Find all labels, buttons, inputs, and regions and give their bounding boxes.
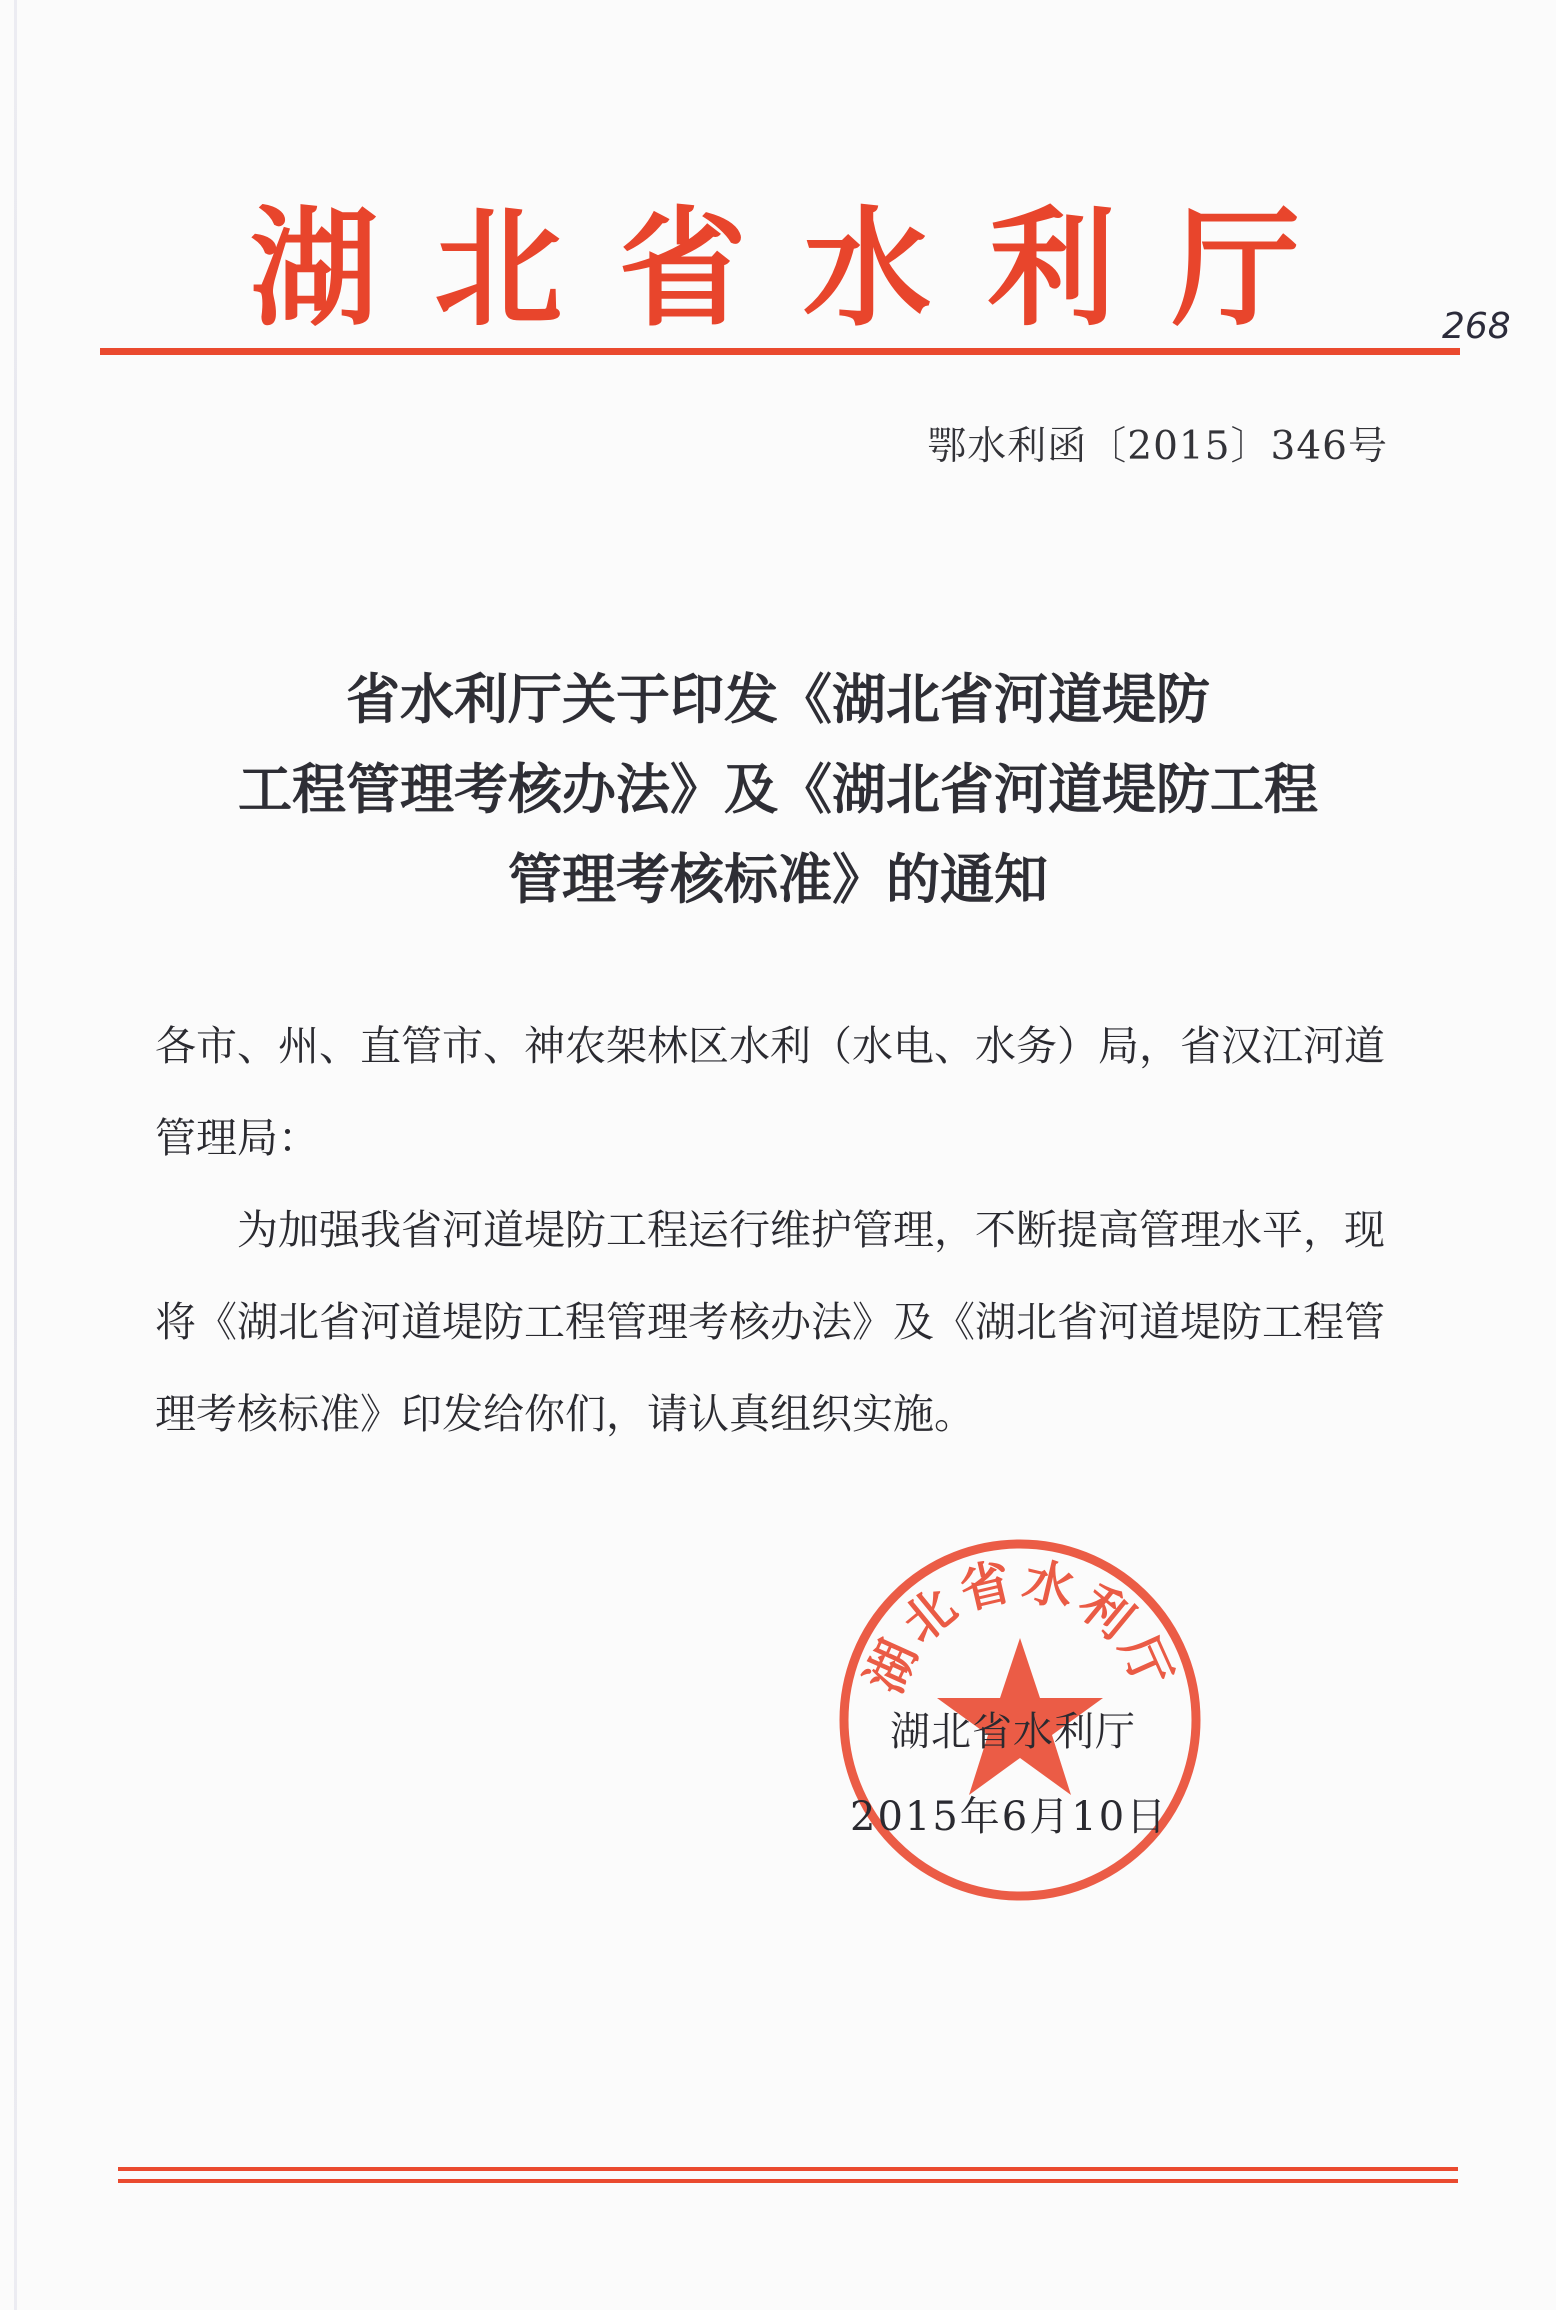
- handwritten-page-number: 268: [1442, 306, 1511, 347]
- addressee: 各市、州、直管市、神农架林区水利（水电、水务）局，省汉江河道管理局：: [155, 1022, 1385, 1162]
- letterhead-char: 厅: [1171, 195, 1300, 344]
- letterhead-char: 北: [434, 195, 563, 344]
- footer-red-rule: [118, 2179, 1458, 2183]
- letterhead-char: 省: [618, 195, 747, 344]
- footer-red-rule: [118, 2167, 1458, 2171]
- letterhead-title: [250, 190, 1300, 350]
- document-number: 鄂水利函〔2015〕346号: [927, 424, 1388, 469]
- seal-text: 湖北省水利厅: [855, 1551, 1185, 1702]
- document-body: [155, 1000, 1385, 1460]
- title-line: 工程管理考核办法》及《湖北省河道堤防工程: [238, 758, 1318, 821]
- title-line: 管理考核标准》的通知: [508, 848, 1048, 911]
- issuer-signature: 湖北省水利厅: [890, 1709, 1136, 1755]
- issue-date: 2015年6月10日: [850, 1794, 1169, 1840]
- letterhead-char: 湖: [250, 195, 379, 344]
- letterhead-red-rule: [100, 348, 1460, 355]
- document-title: [100, 655, 1456, 925]
- letterhead-char: 利: [987, 195, 1116, 344]
- letterhead-char: 水: [803, 195, 932, 344]
- body-paragraph: 为加强我省河道堤防工程运行维护管理，不断提高管理水平，现将《湖北省河道堤防工程管理考核办法》及《湖北省河道堤防工程管理考核标准》印发给你们，请认真组织实施。: [155, 1206, 1385, 1438]
- title-line: 省水利厅关于印发《湖北省河道堤防: [346, 668, 1210, 731]
- page-fold-line: [14, 0, 17, 2310]
